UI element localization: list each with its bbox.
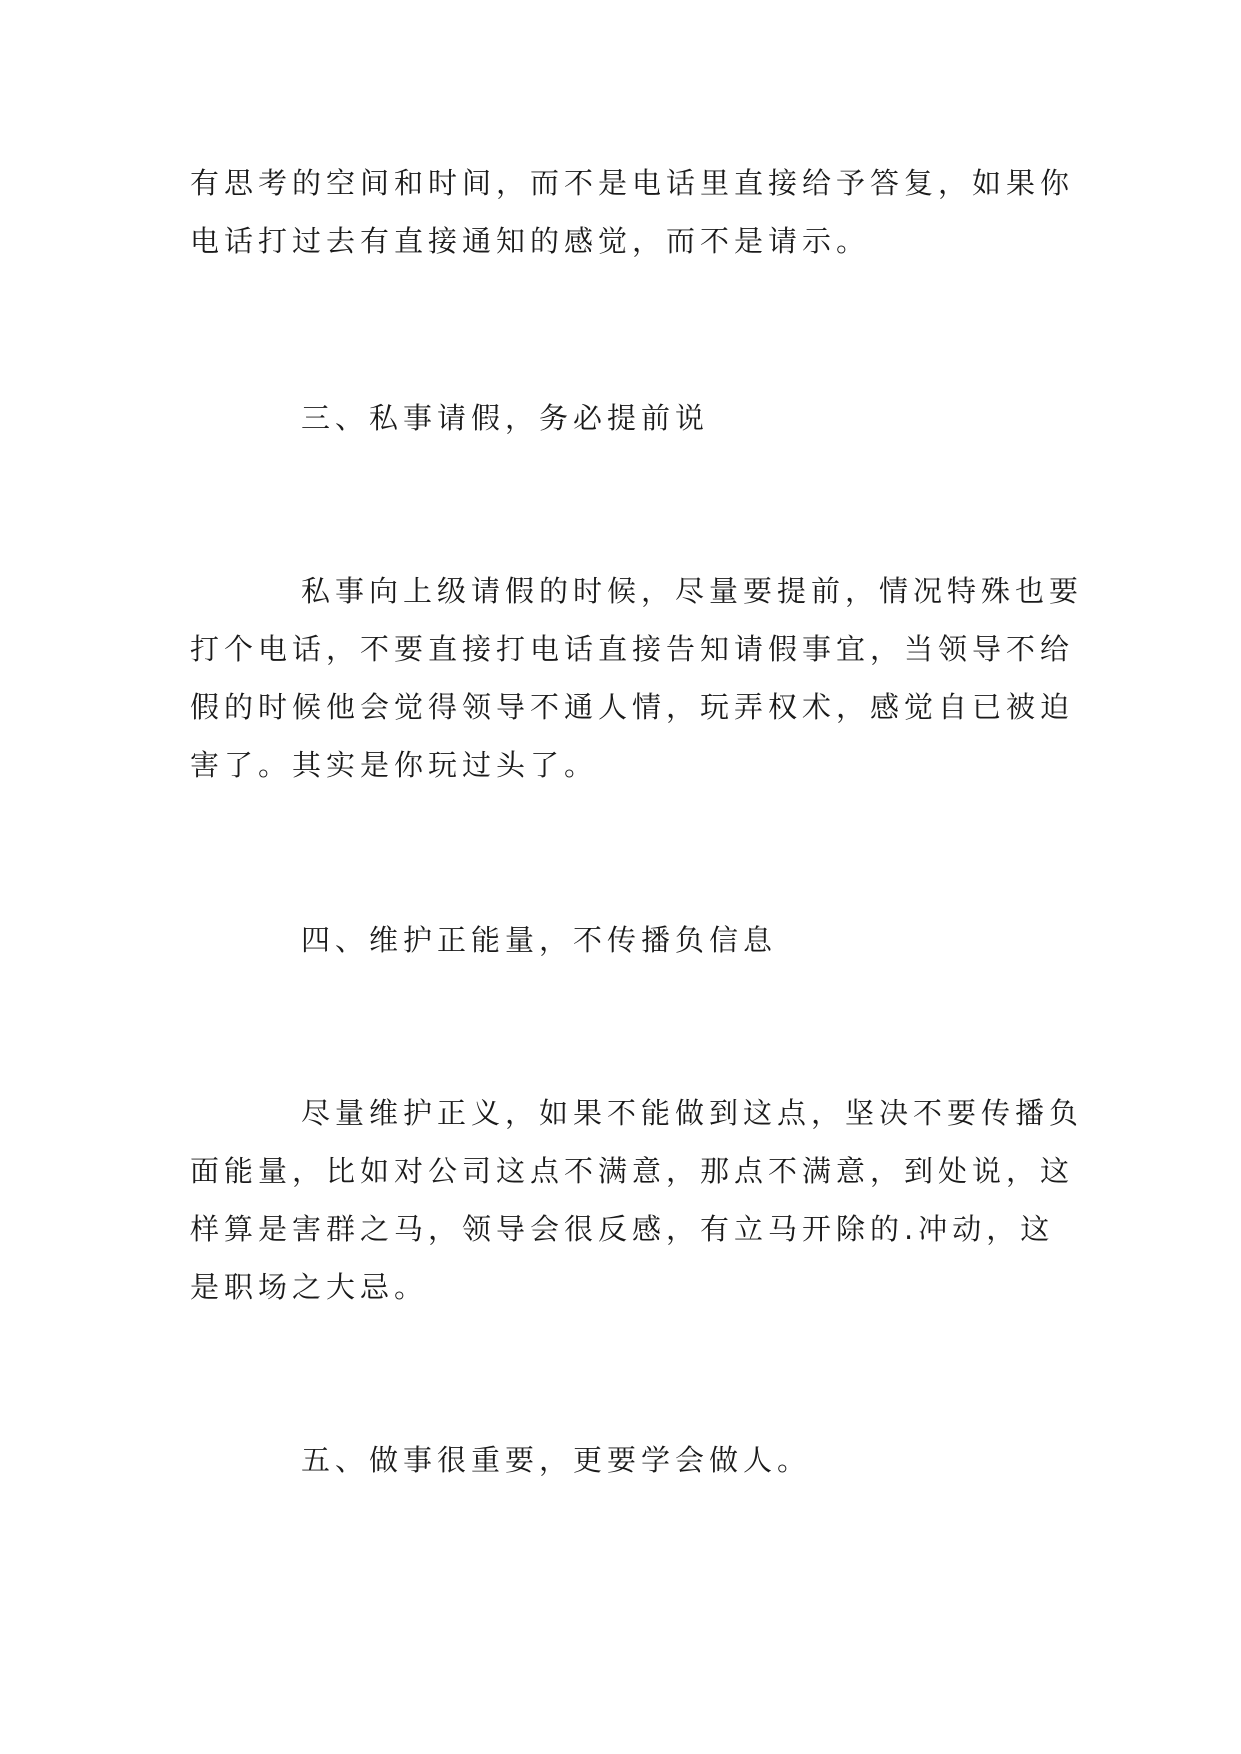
paragraph-leave-request [190, 562, 1084, 794]
paragraph-continuation [190, 154, 1075, 270]
paragraph-line: 打个电话，不要直接打电话直接告知请假事宜，当领导不给 [190, 632, 1075, 666]
paragraph-line: 私事向上级请假的时候，尽量要提前，情况特殊也要 [301, 574, 1084, 608]
paragraph-line: 电话打过去有直接通知的感觉，而不是请示。 [190, 224, 871, 258]
paragraph-line: 害了。其实是你玩过头了。 [190, 748, 599, 782]
paragraph-line: 假的时候他会觉得领导不通人情，玩弄权术，感觉自已被迫 [190, 690, 1075, 724]
paragraph-positive-energy [190, 1084, 1084, 1316]
paragraph-line: 样算是害群之马，领导会很反感，有立马开除的.冲动，这 [190, 1212, 1055, 1246]
paragraph-line: 尽量维护正义，如果不能做到这点，坚决不要传播负 [301, 1096, 1084, 1130]
section-heading-3: 三、私事请假，务必提前说 [301, 401, 710, 435]
section-heading-5: 五、做事很重要，更要学会做人。 [301, 1443, 812, 1477]
paragraph-line: 有思考的空间和时间，而不是电话里直接给予答复，如果你 [190, 166, 1075, 200]
paragraph-line: 是职场之大忌。 [190, 1270, 429, 1304]
paragraph-line: 面能量，比如对公司这点不满意，那点不满意，到处说，这 [190, 1154, 1075, 1188]
section-heading-4: 四、维护正能量，不传播负信息 [301, 923, 778, 957]
